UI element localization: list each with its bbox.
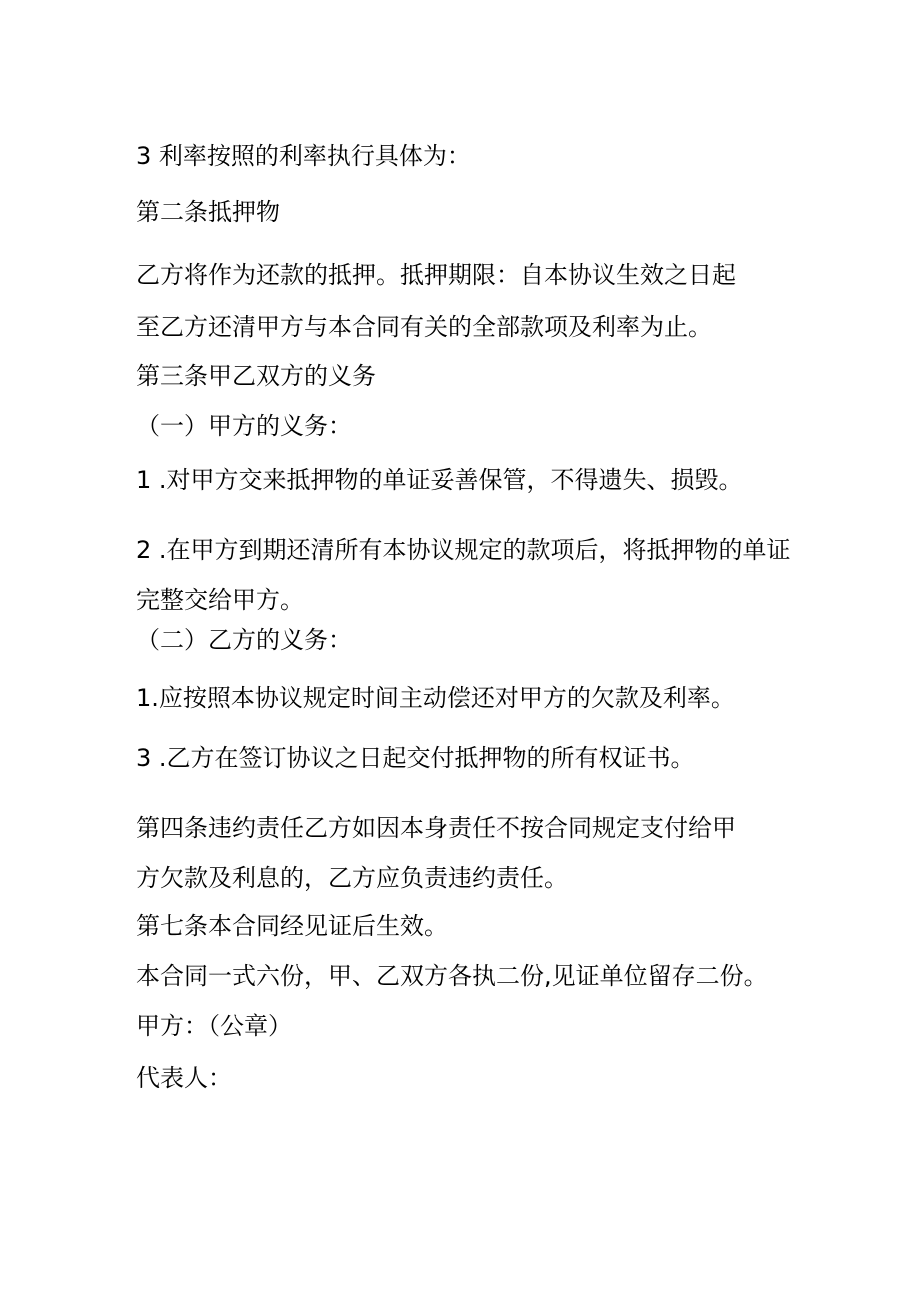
representative-line: 代表人： [136, 1064, 232, 1092]
collateral-text-line-1: 乙方将作为还款的抵押。抵押期限：自本协议生效之日起 [136, 261, 736, 289]
article-3-heading: 第三条甲乙双方的义务 [136, 362, 376, 390]
party-b-obligation-1: 1.应按照本协议规定时间主动偿还对甲方的欠款及利率。 [136, 684, 735, 712]
party-a-obligation-2-line-2: 完整交给甲方。 [136, 586, 304, 614]
party-b-obligations-heading: （二）乙方的义务： [136, 626, 352, 654]
collateral-text-line-2: 至乙方还清甲方与本合同有关的全部款项及利率为止。 [136, 313, 712, 341]
article-7: 第七条本合同经见证后生效。 [136, 912, 448, 940]
article-2-heading: 第二条抵押物 [136, 198, 280, 226]
clause-3-interest-rate: 3 利率按照的利率执行具体为： [136, 142, 471, 170]
party-b-obligation-3: 3 .乙方在签订协议之日起交付抵押物的所有权证书。 [136, 744, 695, 772]
party-a-signature-line: 甲方：（公章） [136, 1012, 292, 1040]
article-4-line-2: 方欠款及利息的，乙方应负责违约责任。 [136, 864, 568, 892]
copies-statement: 本合同一式六份，甲、乙双方各执二份,见证单位留存二份。 [136, 962, 768, 990]
party-a-obligation-2-line-1: 2 .在甲方到期还清所有本协议规定的款项后，将抵押物的单证 [136, 536, 791, 564]
article-4-line-1: 第四条违约责任乙方如因本身责任不按合同规定支付给甲 [136, 814, 736, 842]
party-a-obligation-1: 1 .对甲方交来抵押物的单证妥善保管，不得遗失、损毁。 [136, 466, 743, 494]
party-a-obligations-heading: （一）甲方的义务： [136, 412, 352, 440]
